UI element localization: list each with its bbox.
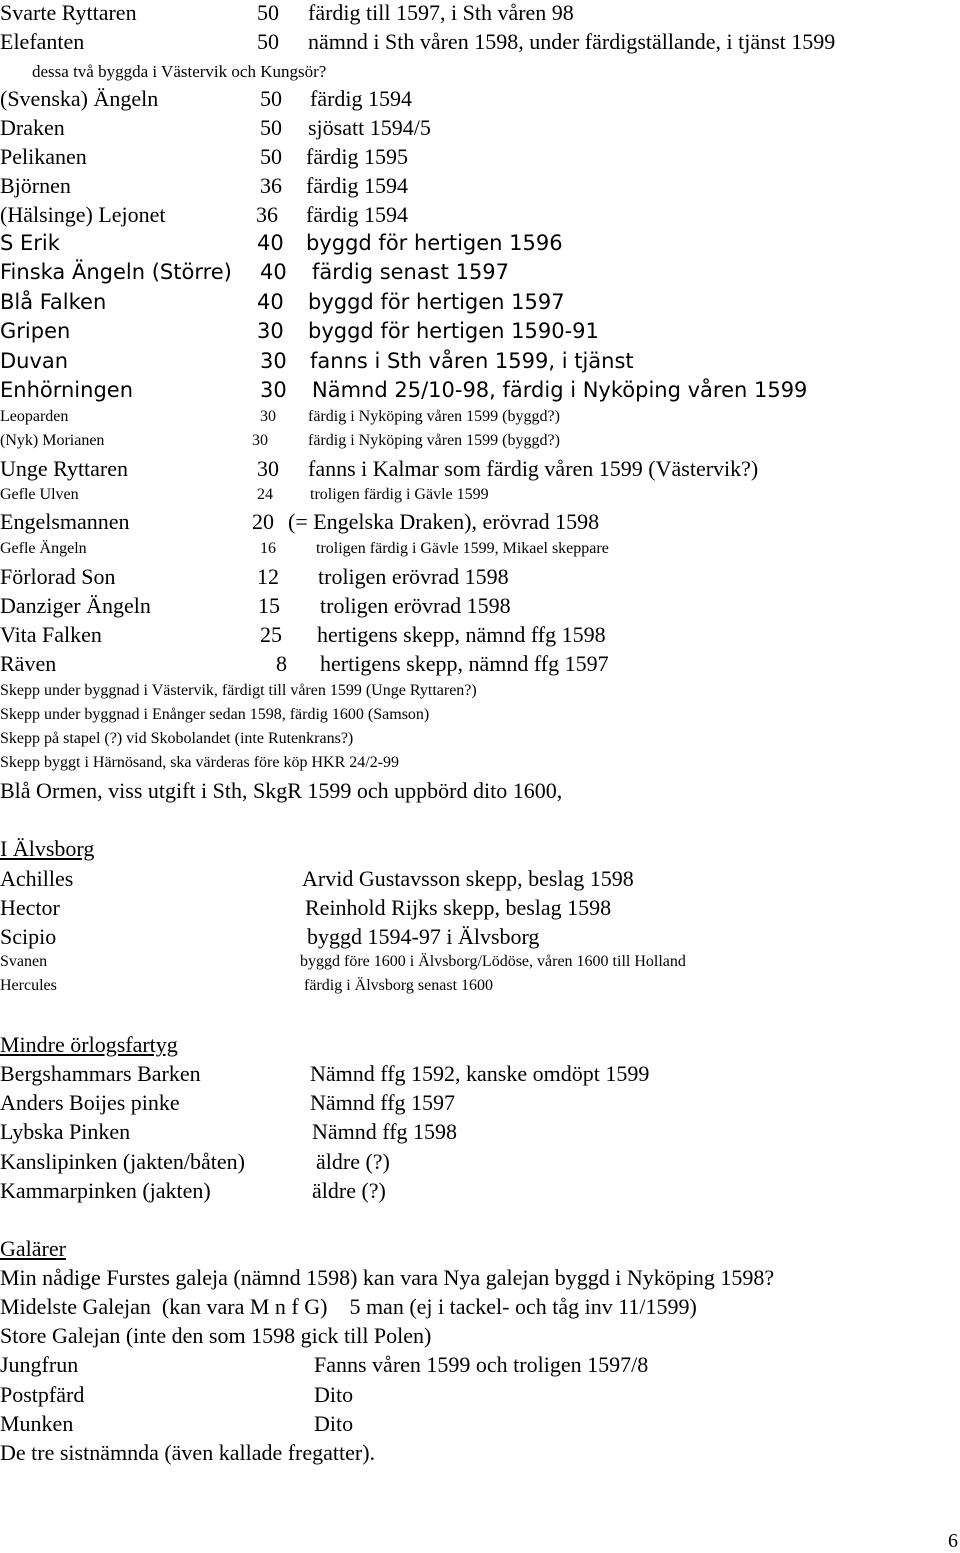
- ship-guns: 30: [260, 408, 276, 425]
- note-line: Blå Ormen, viss utgift i Sth, SkgR 1599 och uppbörd dito 1600,: [0, 778, 563, 803]
- ship-note: byggd för hertigen 1596: [306, 231, 563, 255]
- ship-guns: 24: [257, 486, 273, 503]
- page-number: 6: [948, 1530, 958, 1552]
- note-line: Skepp på stapel (?) vid Skobolandet (inte Rutenkrans?): [0, 730, 354, 747]
- ship-note: troligen färdig i Gävle 1599: [310, 486, 489, 503]
- ship-name: (Nyk) Morianen: [0, 432, 105, 449]
- ship-note: färdig i Nyköping våren 1599 (byggd?): [308, 432, 560, 449]
- ship-name: Gripen: [0, 319, 71, 343]
- ship-note: hertigens skepp, nämnd ffg 1597: [320, 651, 609, 676]
- ship-name: Draken: [0, 115, 65, 140]
- ship-name: Kanslipinken (jakten/båten): [0, 1149, 245, 1174]
- ship-note: byggd före 1600 i Älvsborg/Lödöse, våren 1600 till Holland: [300, 953, 686, 970]
- ship-note: byggd 1594-97 i Älvsborg: [307, 924, 540, 949]
- ship-guns: 30: [257, 456, 279, 481]
- ship-note: Nämnd ffg 1597: [310, 1090, 456, 1115]
- ship-guns: 30: [257, 319, 284, 343]
- ship-name: Scipio: [0, 924, 57, 949]
- ship-note: färdig 1595: [306, 144, 409, 169]
- ship-note-line: dessa två byggda i Västervik och Kungsör?: [32, 62, 327, 81]
- ship-note: hertigens skepp, nämnd ffg 1598: [317, 622, 606, 647]
- ship-name: Gefle Ulven: [0, 486, 79, 503]
- ship-note: Dito: [314, 1382, 354, 1407]
- ship-note: Nämnd ffg 1598: [312, 1119, 458, 1144]
- ship-name: Duvan: [0, 349, 69, 373]
- ship-guns: 12: [257, 564, 279, 589]
- ship-guns: 30: [252, 432, 268, 449]
- galar-line: Min nådige Furstes galeja (nämnd 1598) kan vara Nya galejan byggd i Nyköping 1598?: [0, 1265, 775, 1290]
- ship-note: Nämnd ffg 1592, kanske omdöpt 1599: [310, 1061, 650, 1086]
- ship-name: Danziger Ängeln: [0, 593, 151, 618]
- ship-note: färdig 1594: [306, 173, 409, 198]
- ship-name: (Svenska) Ängeln: [0, 86, 159, 111]
- ship-note: Nämnd 25/10-98, färdig i Nyköping våren 1599: [312, 378, 808, 402]
- ship-name: Lybska Pinken: [0, 1119, 131, 1144]
- ship-name: Bergshammars Barken: [0, 1061, 201, 1086]
- ship-name: Vita Falken: [0, 622, 102, 647]
- galar-closing: De tre sistnämnda (även kallade fregatter).: [0, 1440, 376, 1465]
- ship-guns: 50: [260, 144, 282, 169]
- ship-note: byggd för hertigen 1597: [308, 290, 565, 314]
- ship-name: Kammarpinken (jakten): [0, 1178, 211, 1203]
- ship-name: Elefanten: [0, 29, 85, 54]
- ship-name: Förlorad Son: [0, 564, 116, 589]
- ship-guns: 25: [260, 622, 282, 647]
- ship-guns: 40: [257, 290, 284, 314]
- ship-name: Anders Boijes pinke: [0, 1090, 180, 1115]
- note-line: Skepp under byggnad i Enånger sedan 1598, färdig 1600 (Samson): [0, 706, 430, 723]
- ship-name: (Hälsinge) Lejonet: [0, 202, 166, 227]
- ship-guns: 40: [260, 260, 287, 284]
- ship-name: Gefle Ängeln: [0, 540, 87, 557]
- section-heading-mindre: Mindre örlogsfartyg: [0, 1032, 178, 1057]
- ship-note: troligen erövrad 1598: [320, 593, 511, 618]
- ship-name: Björnen: [0, 173, 71, 198]
- ship-name: Postpfärd: [0, 1382, 85, 1407]
- ship-note: Fanns våren 1599 och troligen 1597/8: [314, 1352, 649, 1377]
- ship-note: färdig i Älvsborg senast 1600: [304, 977, 494, 994]
- ship-guns: 36: [260, 173, 282, 198]
- ship-name: Achilles: [0, 866, 74, 891]
- ship-guns: 40: [257, 231, 284, 255]
- ship-name: Hercules: [0, 977, 57, 994]
- ship-note: fanns i Kalmar som färdig våren 1599 (Västervik?): [308, 456, 759, 481]
- ship-note: byggd för hertigen 1590-91: [308, 319, 599, 343]
- ship-guns: 50: [260, 115, 282, 140]
- ship-guns: 30: [260, 349, 287, 373]
- ship-note: äldre (?): [312, 1178, 386, 1203]
- note-line: Skepp under byggnad i Västervik, färdigt till våren 1599 (Unge Ryttaren?): [0, 682, 477, 699]
- ship-name: Engelsmannen: [0, 509, 130, 534]
- ship-name: Enhörningen: [0, 378, 134, 402]
- ship-name: Unge Ryttaren: [0, 456, 129, 481]
- ship-note: färdig senast 1597: [312, 260, 510, 284]
- ship-note: färdig till 1597, i Sth våren 98: [308, 0, 574, 25]
- ship-guns: 15: [258, 593, 280, 618]
- ship-name: Svanen: [0, 953, 48, 970]
- ship-name: Pelikanen: [0, 144, 87, 169]
- ship-guns: 8: [276, 651, 287, 676]
- ship-note: sjösatt 1594/5: [308, 115, 431, 140]
- ship-note: färdig 1594: [310, 86, 413, 111]
- ship-note: Reinhold Rijks skepp, beslag 1598: [305, 895, 612, 920]
- galar-line: Store Galejan (inte den som 1598 gick till Polen): [0, 1323, 432, 1348]
- galar-line: Midelste Galejan (kan vara M n f G) 5 man (ej i tackel- och tåg inv 11/1599): [0, 1294, 697, 1319]
- ship-name: Leoparden: [0, 408, 69, 425]
- ship-name: Blå Falken: [0, 290, 107, 314]
- ship-note: färdig 1594: [306, 202, 409, 227]
- section-heading-alvsborg: I Älvsborg: [0, 836, 95, 861]
- ship-note: nämnd i Sth våren 1598, under färdigställande, i tjänst 1599: [308, 29, 836, 54]
- ship-note: färdig i Nyköping våren 1599 (byggd?): [308, 408, 560, 425]
- section-heading-galarer: Galärer: [0, 1236, 66, 1261]
- ship-name: Jungfrun: [0, 1352, 79, 1377]
- ship-note: äldre (?): [316, 1149, 390, 1174]
- ship-name: Hector: [0, 895, 60, 920]
- ship-note: troligen färdig i Gävle 1599, Mikael skeppare: [316, 540, 609, 557]
- ship-guns: 50: [260, 86, 282, 111]
- ship-name: Finska Ängeln (Större): [0, 260, 232, 284]
- ship-guns: 30: [260, 378, 287, 402]
- ship-note: (= Engelska Draken), erövrad 1598: [288, 509, 600, 534]
- ship-guns: 50: [257, 29, 279, 54]
- ship-guns: 16: [260, 540, 276, 557]
- ship-name: Räven: [0, 651, 57, 676]
- note-line: Skepp byggt i Härnösand, ska värderas före köp HKR 24/2-99: [0, 754, 400, 771]
- ship-note: troligen erövrad 1598: [318, 564, 509, 589]
- ship-name: S Erik: [0, 231, 60, 255]
- ship-guns: 20: [252, 509, 274, 534]
- ship-note: Dito: [314, 1411, 354, 1436]
- ship-name: Munken: [0, 1411, 74, 1436]
- ship-name: Svarte Ryttaren: [0, 0, 137, 25]
- ship-guns: 50: [257, 0, 279, 25]
- ship-note: fanns i Sth våren 1599, i tjänst: [310, 349, 634, 373]
- ship-guns: 36: [256, 202, 278, 227]
- ship-note: Arvid Gustavsson skepp, beslag 1598: [302, 866, 634, 891]
